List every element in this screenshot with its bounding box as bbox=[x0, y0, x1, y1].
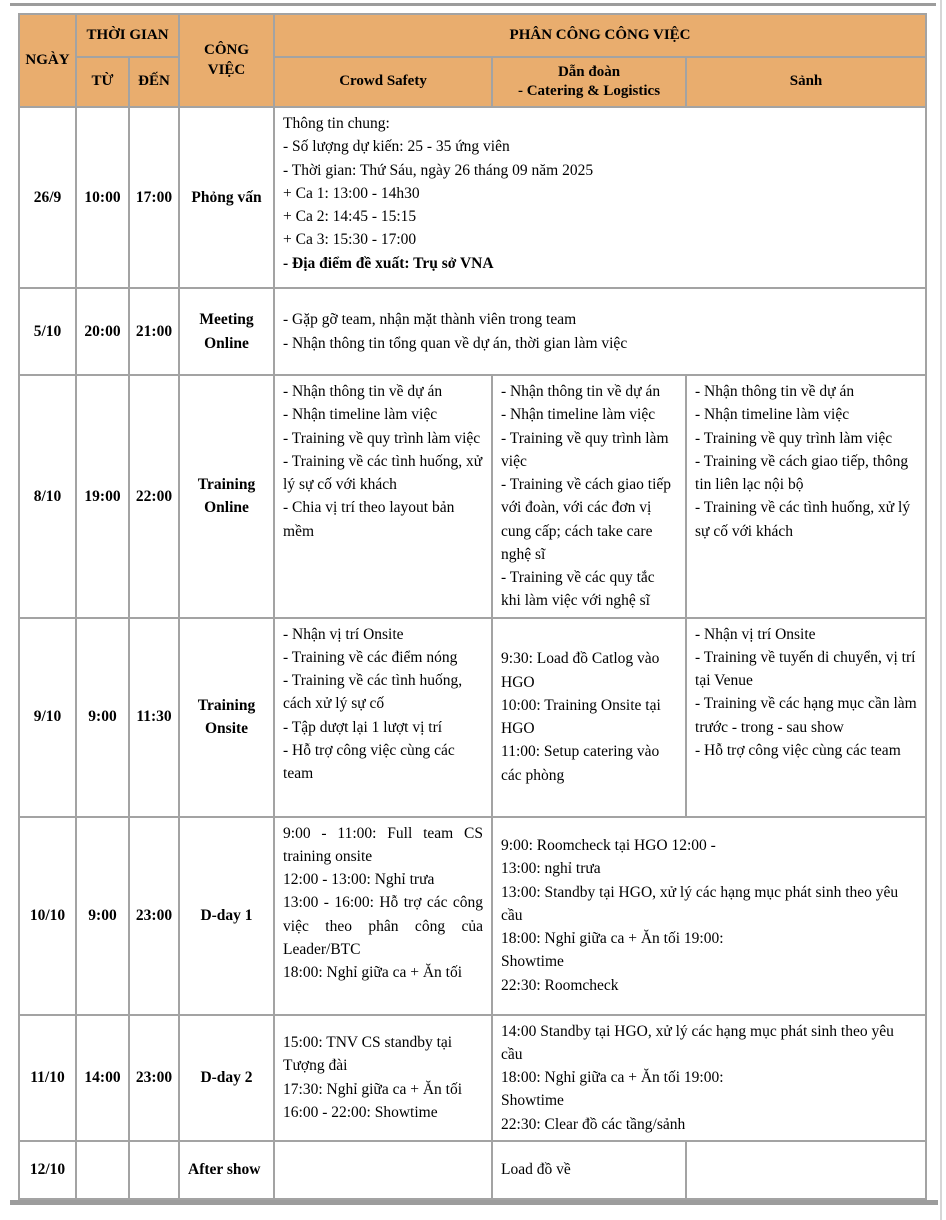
cell-line: Showtime bbox=[501, 953, 564, 971]
cell-line: 9:00: Roomcheck tại HGO 12:00 - bbox=[501, 837, 716, 855]
cell-line: 9:30: Load đồ Catlog vào HGO bbox=[501, 650, 660, 691]
schedule-document bbox=[10, 13, 938, 1205]
cell-line: - Tập dượt lại 1 lượt vị trí bbox=[283, 718, 443, 736]
cell-line: - Số lượng dự kiến: 25 - 35 ứng viên bbox=[283, 138, 510, 156]
cell-line: 11:00: Setup catering vào các phòng bbox=[501, 743, 660, 784]
task-cell: D-day 1 bbox=[179, 817, 274, 1015]
header-dan-doan-line: - Catering & Logistics bbox=[517, 83, 661, 99]
cell-line: 22:30: Roomcheck bbox=[501, 976, 619, 994]
cell-line: + Ca 3: 15:30 - 17:00 bbox=[283, 231, 417, 249]
from-cell: 14:00 bbox=[76, 1015, 129, 1141]
assignment-cell bbox=[274, 1141, 492, 1199]
cell-line: - Nhận vị trí Onsite bbox=[695, 625, 816, 643]
cell-line: - Gặp gỡ team, nhận mặt thành viên trong team bbox=[283, 311, 577, 329]
to-cell: 21:00 bbox=[129, 288, 179, 375]
table-row bbox=[19, 107, 926, 288]
assignment-cell bbox=[492, 618, 686, 817]
header-cong-viec: CÔNG VIỆC bbox=[179, 14, 274, 107]
date-cell: 9/10 bbox=[19, 618, 76, 817]
cell-line: 18:00: Nghỉ giữa ca + Ăn tối 19:00: bbox=[501, 930, 724, 948]
page-edge-line bbox=[940, 0, 942, 1220]
header-phan-cong: PHÂN CÔNG CÔNG VIỆC bbox=[274, 14, 926, 57]
task-cell: D-day 2 bbox=[179, 1015, 274, 1141]
cell-line: - Nhận timeline làm việc bbox=[695, 406, 850, 424]
from-cell: 20:00 bbox=[76, 288, 129, 375]
cell-line: - Training về tuyến di chuyển, vị trí tại Venue bbox=[695, 648, 916, 689]
cell-line: - Training về cách giao tiếp với đoàn, với các đơn vị cung cấp; cách take care nghệ sĩ bbox=[501, 476, 672, 563]
cell-line: - Training về các điểm nóng bbox=[283, 648, 458, 666]
top-rule bbox=[10, 3, 936, 6]
assignment-cell bbox=[492, 375, 686, 618]
to-cell bbox=[129, 1141, 179, 1199]
table-row bbox=[19, 1141, 926, 1199]
table-row bbox=[19, 288, 926, 375]
cell-line: 18:00: Nghỉ giữa ca + Ăn tối 19:00: bbox=[501, 1069, 724, 1086]
cell-line: - Training về các tình huống, xử lý sự cố với khách bbox=[283, 452, 483, 493]
cell-line: 17:30: Nghỉ giữa ca + Ăn tối bbox=[283, 1080, 463, 1098]
assignment-cell bbox=[492, 817, 926, 1015]
cell-line: - Training về quy trình làm việc bbox=[283, 429, 481, 447]
assignment-cell bbox=[274, 288, 926, 375]
date-cell: 5/10 bbox=[19, 288, 76, 375]
to-cell: 11:30 bbox=[129, 618, 179, 817]
cell-line: - Hỗ trợ công việc cùng các team bbox=[695, 741, 901, 759]
cell-line: - Nhận thông tin về dự án bbox=[501, 383, 661, 400]
cell-line: 13:00: nghỉ trưa bbox=[501, 860, 601, 878]
cell-line: - Training về các hạng mục cần làm trước - trong - sau show bbox=[695, 695, 917, 736]
from-cell: 19:00 bbox=[76, 375, 129, 618]
cell-line: - Training về cách giao tiếp, thông tin liên lạc nội bộ bbox=[695, 452, 909, 493]
assignment-cell bbox=[686, 618, 926, 817]
from-cell bbox=[76, 1141, 129, 1199]
cell-line: - Nhận timeline làm việc bbox=[501, 406, 656, 424]
cell-line: 18:00: Nghỉ giữa ca + Ăn tối bbox=[283, 964, 463, 981]
cell-line: Showtime bbox=[501, 1092, 564, 1110]
date-cell: 12/10 bbox=[19, 1141, 76, 1199]
cell-line: 9:00 - 11:00: Full team CS training onsite bbox=[283, 824, 484, 865]
cell-line: - Training về quy trình làm việc bbox=[695, 429, 893, 447]
cell-line: Load đồ về bbox=[501, 1161, 571, 1179]
cell-line: + Ca 1: 13:00 - 14h30 bbox=[283, 184, 420, 202]
header-den: ĐẾN bbox=[129, 57, 179, 107]
to-cell: 23:00 bbox=[129, 1015, 179, 1141]
header-thoi-gian: THỜI GIAN bbox=[76, 14, 179, 57]
assignment-cell bbox=[686, 1141, 926, 1199]
task-cell: Phỏng vấn bbox=[179, 107, 274, 288]
cell-line: + Ca 2: 14:45 - 15:15 bbox=[283, 208, 417, 225]
cell-line: 13:00 - 16:00: Hỗ trợ các công việc theo phân công của Leader/BTC bbox=[283, 894, 484, 958]
cell-line: - Thời gian: Thứ Sáu, ngày 26 tháng 09 năm 2025 bbox=[283, 161, 594, 179]
table-row bbox=[19, 817, 926, 1015]
cell-line: - Chia vị trí theo layout bản mềm bbox=[283, 499, 455, 540]
cell-line: 10:00: Training Onsite tại HGO bbox=[501, 696, 661, 737]
cell-line: 22:30: Clear đồ các tầng/sảnh bbox=[501, 1115, 686, 1133]
task-cell: Training Online bbox=[179, 375, 274, 618]
assignment-cell bbox=[492, 1015, 926, 1141]
cell-line: - Nhận thông tin về dự án bbox=[283, 383, 443, 400]
cell-line: 12:00 - 13:00: Nghỉ trưa bbox=[283, 871, 435, 888]
header-ngay: NGÀY bbox=[19, 14, 76, 107]
table-row bbox=[19, 375, 926, 618]
cell-line: - Nhận timeline làm việc bbox=[283, 406, 438, 424]
cell-line: - Training về các tình huống, xử lý sự cố với khách bbox=[695, 499, 911, 540]
cell-line: - Hỗ trợ công việc cùng các team bbox=[283, 741, 455, 782]
cell-line: - Địa điểm đề xuất: Trụ sở VNA bbox=[283, 254, 494, 272]
cell-line: Thông tin chung: bbox=[283, 115, 390, 132]
date-cell: 8/10 bbox=[19, 375, 76, 618]
table-row bbox=[19, 1015, 926, 1141]
to-cell: 23:00 bbox=[129, 817, 179, 1015]
assignment-cell bbox=[492, 1141, 686, 1199]
assignment-cell bbox=[274, 375, 492, 618]
cell-line: 15:00: TNV CS standby tại Tượng đài bbox=[283, 1034, 453, 1075]
cell-line: - Nhận thông tin tổng quan về dự án, thời gian làm việc bbox=[283, 334, 628, 352]
header-sanh: Sảnh bbox=[686, 57, 926, 107]
date-cell: 26/9 bbox=[19, 107, 76, 288]
header-dan-doan bbox=[492, 57, 686, 107]
assignment-cell bbox=[274, 817, 492, 1015]
cell-line: 14:00 Standby tại HGO, xử lý các hạng mục phát sinh theo yêu cầu bbox=[501, 1022, 894, 1063]
assignment-cell bbox=[274, 1015, 492, 1141]
to-cell: 17:00 bbox=[129, 107, 179, 288]
schedule-table bbox=[18, 13, 927, 1200]
assignment-cell bbox=[274, 107, 926, 288]
header-dan-doan-line: Dẫn đoàn bbox=[557, 63, 621, 80]
to-cell: 22:00 bbox=[129, 375, 179, 618]
assignment-cell bbox=[686, 375, 926, 618]
header-tu: TỪ bbox=[76, 57, 129, 107]
from-cell: 9:00 bbox=[76, 618, 129, 817]
task-cell: Training Onsite bbox=[179, 618, 274, 817]
header-crowd-safety: Crowd Safety bbox=[274, 57, 492, 107]
task-cell: Meeting Online bbox=[179, 288, 274, 375]
from-cell: 10:00 bbox=[76, 107, 129, 288]
cell-line: - Training về các quy tắc khi làm việc với nghệ sĩ bbox=[501, 569, 655, 610]
from-cell: 9:00 bbox=[76, 817, 129, 1015]
date-cell: 11/10 bbox=[19, 1015, 76, 1141]
cell-line: - Training về quy trình làm việc bbox=[501, 429, 669, 470]
table-row bbox=[19, 618, 926, 817]
task-cell: After show bbox=[179, 1141, 274, 1199]
cell-line: - Training về các tình huống, cách xử lý sự cố bbox=[283, 672, 463, 713]
cell-line: - Nhận thông tin về dự án bbox=[695, 383, 855, 400]
date-cell: 10/10 bbox=[19, 817, 76, 1015]
assignment-cell bbox=[274, 618, 492, 817]
cell-line: 16:00 - 22:00: Showtime bbox=[283, 1103, 438, 1121]
cell-line: 13:00: Standby tại HGO, xử lý các hạng mục phát sinh theo yêu cầu bbox=[501, 883, 899, 924]
cell-line: - Nhận vị trí Onsite bbox=[283, 625, 404, 643]
bottom-rule bbox=[10, 1200, 938, 1205]
